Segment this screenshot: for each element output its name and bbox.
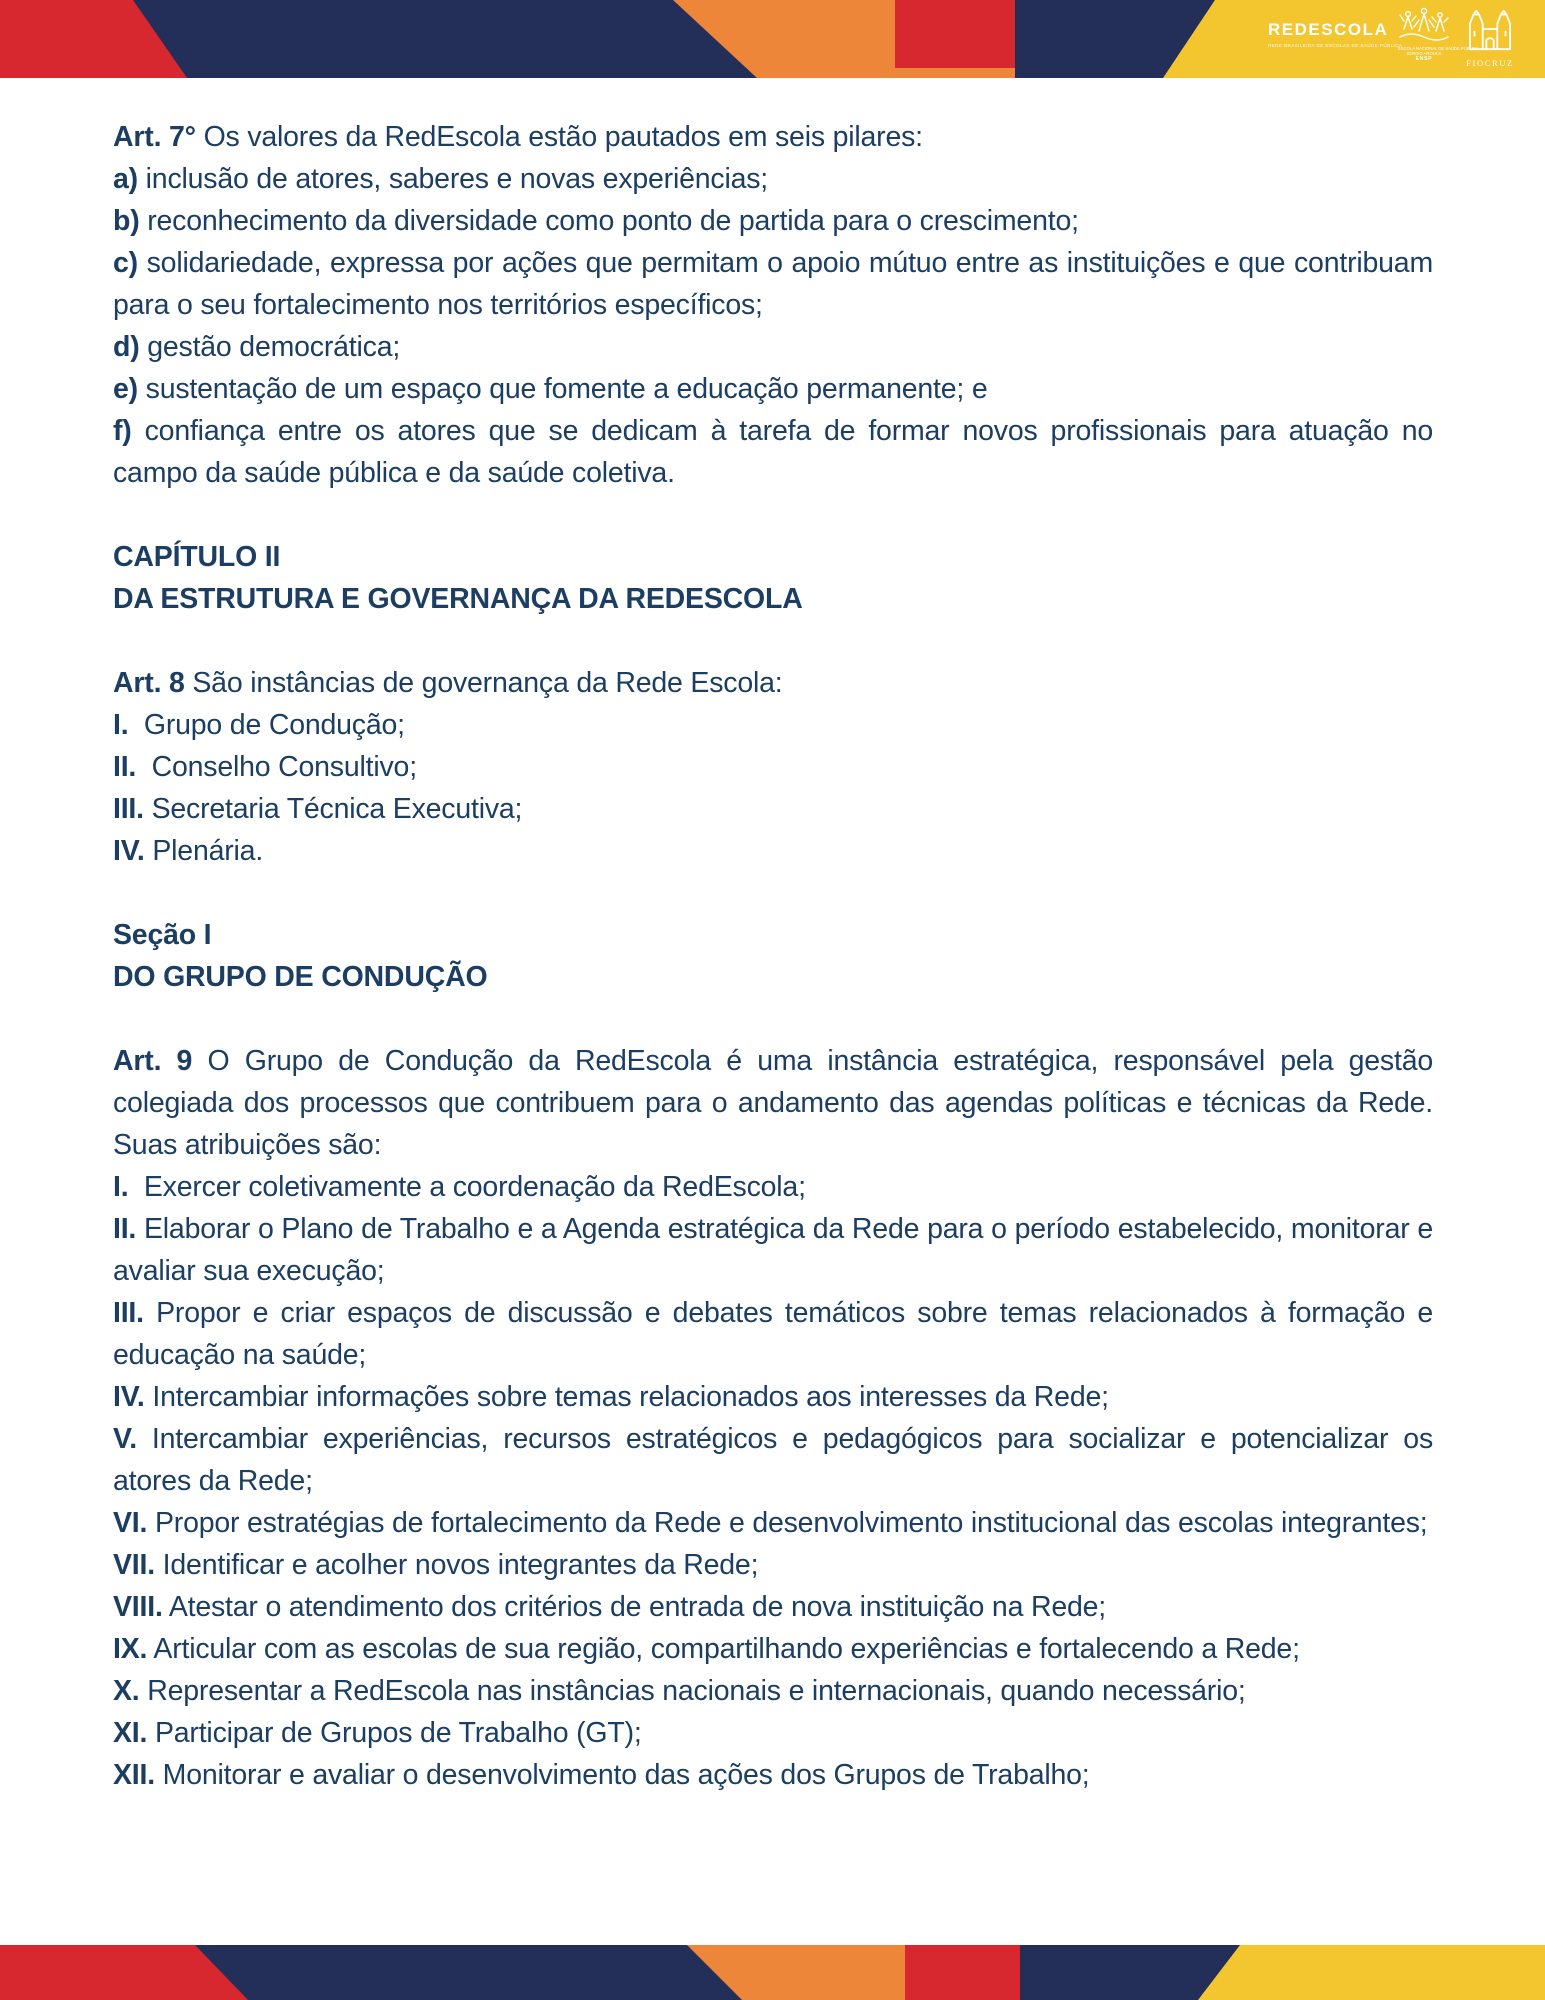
paragraph xyxy=(113,1544,1433,1586)
text-run: Propor e criar espaços de discussão e debates temáticos sobre temas relacionados à formação e educação na saúde; xyxy=(113,1297,1433,1371)
text-run: reconhecimento da diversidade como ponto de partida para o crescimento; xyxy=(139,205,1079,237)
text-run: Elaborar o Plano de Trabalho e a Agenda estratégica da Rede para o período estabelecido, monitorar e avaliar sua execução; xyxy=(113,1213,1433,1287)
paragraph xyxy=(113,914,1433,956)
paragraph xyxy=(113,662,1433,704)
text-run: III. xyxy=(113,1297,144,1329)
text-run: VIII. xyxy=(113,1591,163,1623)
text-run: Os valores da RedEscola estão pautados em seis pilares: xyxy=(195,121,923,153)
paragraph xyxy=(113,200,1433,242)
footer-red-block xyxy=(905,1945,1020,2000)
redescola-tagline: REDE BRASILEIRA DE ESCOLAS DE SAÚDE PÚBLICA xyxy=(1268,43,1403,48)
text-run: Secretaria Técnica Executiva; xyxy=(143,793,523,825)
text-run: Grupo de Condução; xyxy=(128,709,405,741)
paragraph xyxy=(113,1628,1433,1670)
text-run: X. xyxy=(113,1675,140,1707)
text-run: Monitorar e avaliar o desenvolvimento das ações dos Grupos de Trabalho; xyxy=(154,1759,1090,1791)
paragraph xyxy=(113,1292,1433,1376)
text-run: DO GRUPO DE CONDUÇÃO xyxy=(113,961,488,993)
text-run: IV. xyxy=(113,835,145,867)
paragraph-spacer xyxy=(113,998,1433,1040)
text-run: Participar de Grupos de Trabalho (GT); xyxy=(147,1717,642,1749)
text-run: O Grupo de Condução da RedEscola é uma instância estratégica, responsável pela gestão colegiada dos processos que contribuem para o andamento das agendas políticas e técnicas da Rede. Suas atribuições são: xyxy=(113,1045,1433,1161)
text-run: III. xyxy=(113,793,144,825)
text-run: DA ESTRUTURA E GOVERNANÇA DA REDESCOLA xyxy=(113,583,803,615)
ensp-caption-line1: ESCOLA NACIONAL DE SAÚDE PÚBLICA xyxy=(1398,46,1479,51)
text-run: Propor estratégias de fortalecimento da Rede e desenvolvimento institucional das escolas integrantes; xyxy=(147,1507,1428,1539)
text-run: IV. xyxy=(113,1381,145,1413)
document-content xyxy=(113,116,1433,1796)
ensp-logo xyxy=(1398,7,1479,62)
fiocruz-castle-icon xyxy=(1467,9,1513,51)
text-run: sustentação de um espaço que fomente a educação permanente; e xyxy=(137,373,988,405)
paragraph-spacer xyxy=(113,620,1433,662)
paragraph xyxy=(113,1754,1433,1796)
paragraph-spacer xyxy=(113,872,1433,914)
text-run: VI. xyxy=(113,1507,148,1539)
text-run: I. xyxy=(113,709,129,741)
text-run: f) xyxy=(113,415,132,447)
paragraph-spacer xyxy=(113,494,1433,536)
text-run: II. xyxy=(113,751,137,783)
text-run: São instâncias de governança da Rede Escola: xyxy=(184,667,783,699)
text-run: Exercer coletivamente a coordenação da RedEscola; xyxy=(128,1171,806,1203)
text-run: XI. xyxy=(113,1717,148,1749)
paragraph xyxy=(113,116,1433,158)
text-run: gestão democrática; xyxy=(139,331,401,363)
paragraph xyxy=(113,1040,1433,1166)
paragraph xyxy=(113,158,1433,200)
paragraph xyxy=(113,1166,1433,1208)
ensp-caption-line2: SERGIO AROUCA xyxy=(1406,51,1442,56)
text-run: Identificar e acolher novos integrantes da Rede; xyxy=(154,1549,759,1581)
text-run: a) xyxy=(113,163,138,195)
text-run: Seção I xyxy=(113,919,212,951)
paragraph xyxy=(113,326,1433,368)
text-run: CAPÍTULO II xyxy=(113,541,281,573)
text-run: confiança entre os atores que se dedicam à tarefa de formar novos profissionais para atuação no campo da saúde pública e da saúde coletiva. xyxy=(113,415,1433,489)
text-run: d) xyxy=(113,331,140,363)
fiocruz-logo xyxy=(1462,9,1518,68)
text-run: I. xyxy=(113,1171,129,1203)
paragraph xyxy=(113,830,1433,872)
paragraph xyxy=(113,1376,1433,1418)
paragraph xyxy=(113,746,1433,788)
text-run: Atestar o atendimento dos critérios de entrada de nova instituição na Rede; xyxy=(162,1591,1106,1623)
text-run: solidariedade, expressa por ações que permitam o apoio mútuo entre as instituições e que contribuam para o seu fortalecimento nos territórios específicos; xyxy=(113,247,1433,321)
text-run: VII. xyxy=(113,1549,155,1581)
text-run: Plenária. xyxy=(144,835,264,867)
text-run: Art. 8 xyxy=(113,667,185,699)
text-run: II. xyxy=(113,1213,137,1245)
paragraph xyxy=(113,1712,1433,1754)
paragraph xyxy=(113,1502,1433,1544)
text-run: Intercambiar informações sobre temas relacionados aos interesses da Rede; xyxy=(144,1381,1109,1413)
ensp-caption-sigla: ENSP xyxy=(1415,56,1433,62)
paragraph xyxy=(113,536,1433,578)
paragraph xyxy=(113,956,1433,998)
text-run: c) xyxy=(113,247,138,279)
text-run: V. xyxy=(113,1423,137,1455)
paragraph xyxy=(113,704,1433,746)
paragraph xyxy=(113,1208,1433,1292)
text-run: Representar a RedEscola nas instâncias nacionais e internacionais, quando necessário; xyxy=(139,1675,1246,1707)
text-run: Art. 9 xyxy=(113,1045,193,1077)
paragraph xyxy=(113,1670,1433,1712)
paragraph xyxy=(113,1418,1433,1502)
paragraph xyxy=(113,788,1433,830)
paragraph xyxy=(113,410,1433,494)
text-run: b) xyxy=(113,205,140,237)
text-run: IX. xyxy=(113,1633,148,1665)
paragraph xyxy=(113,242,1433,326)
paragraph xyxy=(113,1586,1433,1628)
ensp-figures-icon xyxy=(1398,7,1450,41)
paragraph xyxy=(113,578,1433,620)
text-run: XII. xyxy=(113,1759,155,1791)
redescola-logo xyxy=(1268,20,1403,48)
text-run: Intercambiar experiências, recursos estratégicos e pedagógicos para socializar e potencializar os atores da Rede; xyxy=(113,1423,1433,1497)
footer-banner xyxy=(0,1945,1545,2000)
text-run: e) xyxy=(113,373,138,405)
redescola-wordmark: REDESCOLA xyxy=(1268,20,1389,39)
paragraph xyxy=(113,368,1433,410)
text-run: inclusão de atores, saberes e novas experiências; xyxy=(137,163,768,195)
document-body xyxy=(113,116,1433,1796)
text-run: Articular com as escolas de sua região, compartilhando experiências e fortalecendo a Rede; xyxy=(147,1633,1300,1665)
text-run: Art. 7° xyxy=(113,121,196,153)
footer-yellow-shape xyxy=(1198,1945,1545,2000)
header-logos xyxy=(0,0,1545,78)
text-run: Conselho Consultivo; xyxy=(136,751,417,783)
fiocruz-label: FIOCRUZ xyxy=(1466,58,1514,68)
